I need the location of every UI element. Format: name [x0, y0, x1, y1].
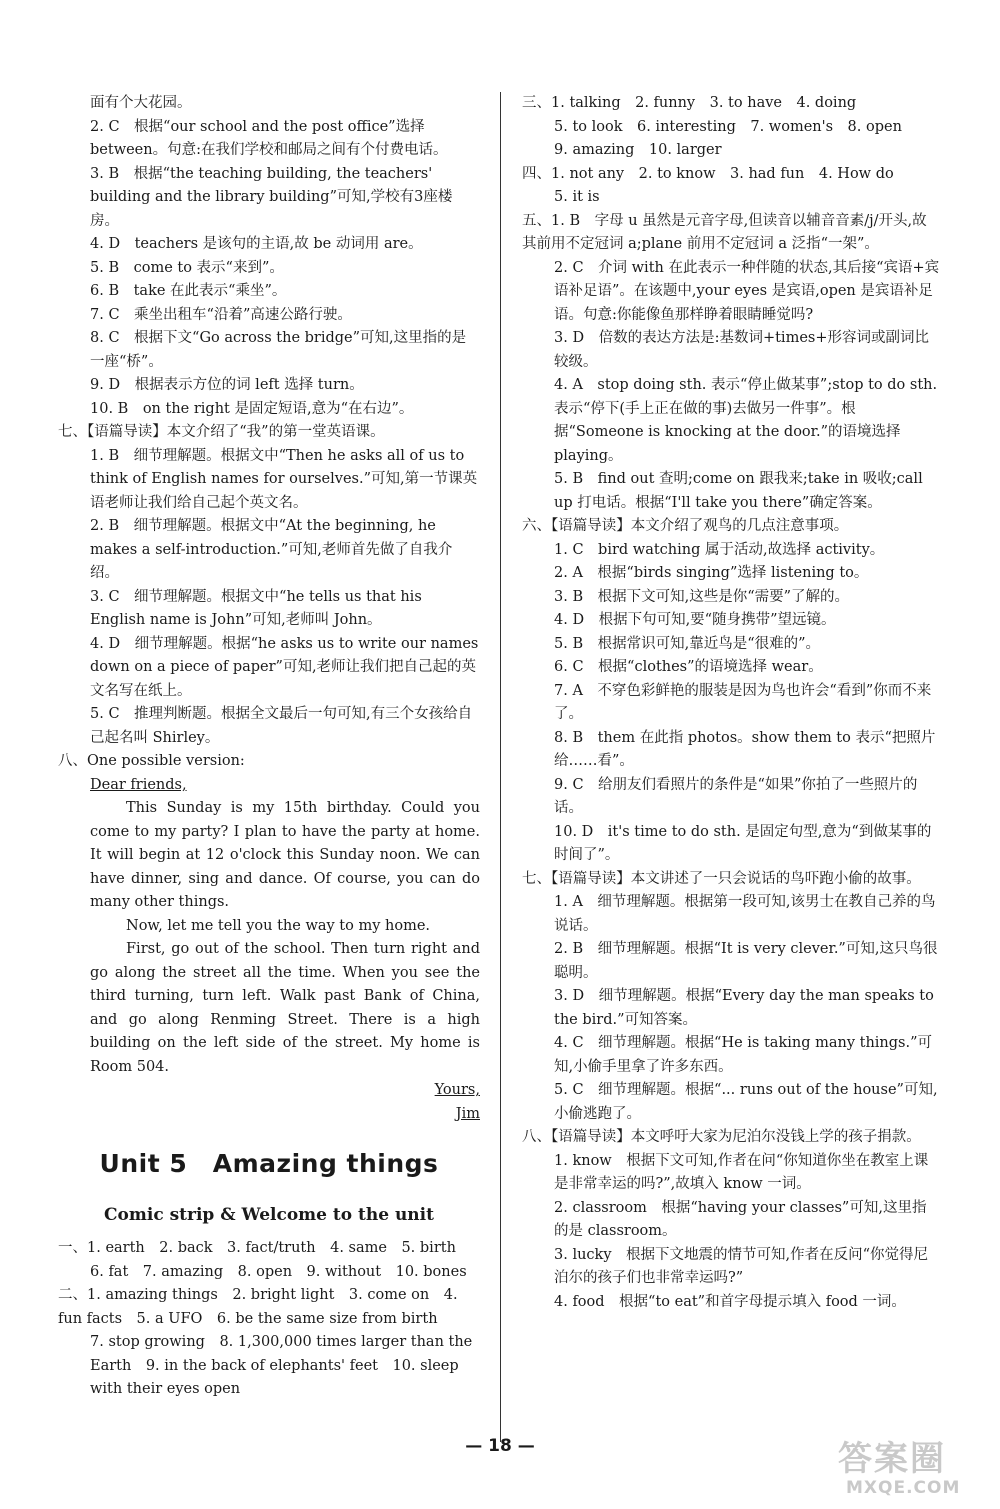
left-line: Jim	[455, 1105, 480, 1122]
right-line: 五、1. B 字母 u 虽然是元音字母,但读音以辅音音素/j/开头,故其前用不定冠词 a;plane 前用不定冠词 a 泛指“一架”。	[522, 212, 927, 252]
right-line: 1. A 细节理解题。根据第一段可知,该男士在教自己养的鸟说话。	[554, 894, 936, 934]
right-line: 2. classroom 根据“having your classes”可知,这里指的是 classroom。	[554, 1199, 927, 1239]
right-line: 4. D 根据下句可知,要“随身携带”望远镜。	[554, 612, 836, 628]
left_bottom-line: 6. fat 7. amazing 8. open 9. without 10. bones	[90, 1263, 467, 1280]
right-line: 5. B find out 查明;come on 跟我来;take in 吸收;call up 打电话。根据“I'll take you there”确定答案。	[554, 471, 923, 511]
right-line: 3. D 倍数的表达方法是:基数词+times+形容词或副词比较级。	[554, 330, 929, 370]
left-line: 七、【语篇导读】本文介绍了“我”的第一堂英语课。	[58, 424, 385, 440]
left-line: 1. B 细节理解题。根据文中“Then he asks all of us to think of English names for ourselves.”可知,第一节课英语老师让我们给自己起个英文名。	[90, 447, 478, 511]
right-line: 2. B 细节理解题。根据“It is very clever.”可知,这只鸟很聪明。	[554, 941, 938, 981]
left_bottom-line: 一、1. earth 2. back 3. fact/truth 4. same 5. birth	[58, 1240, 456, 1256]
right-line: 1. C bird watching 属于活动,故选择 activity。	[554, 541, 885, 558]
right-line: 8. B them 在此指 photos。show them to 表示“把照片给……看”。	[554, 729, 936, 769]
left-line: 八、One possible version:	[58, 753, 245, 769]
left-line: 10. B on the right 是固定短语,意为“在右边”。	[90, 400, 414, 417]
right-answer-list	[522, 92, 940, 1314]
right-line: 4. food 根据“to eat”和首字母提示填入 food 一词。	[554, 1293, 906, 1310]
right-line: 4. C 细节理解题。根据“He is taking many things.”可知,小偷手里拿了许多东西。	[554, 1035, 933, 1075]
left-line: First, go out of the school. Then turn right and go along the street all the time. When you see the third turning, turn left. Walk past Bank of China, and go along Renming Street. There is a high building on the left side of the street. My home is Room 504.	[90, 941, 480, 1075]
right-line: 三、1. talking 2. funny 3. to have 4. doing	[522, 95, 857, 111]
right-line: 2. A 根据“birds singing”选择 listening to。	[554, 565, 869, 581]
right-line: 9. C 给朋友们看照片的条件是“如果”你拍了一些照片的话。	[554, 776, 918, 816]
left-line: 面有个大花园。	[90, 95, 192, 111]
right-line: 6. C 根据“clothes”的语境选择 wear。	[554, 659, 823, 675]
right-line: 9. amazing 10. larger	[554, 142, 722, 158]
left_bottom-line: 7. stop growing 8. 1,300,000 times larger than the Earth 9. in the back of elephants' feet 10. sleep with their eyes open	[90, 1334, 473, 1397]
left-line: Dear friends,	[90, 776, 187, 793]
right-line: 六、【语篇导读】本文介绍了观鸟的几点注意事项。	[522, 518, 849, 534]
left-line: 7. C 乘坐出租车“沿着”高速公路行驶。	[90, 306, 352, 323]
watermark-url: MXQE.COM	[846, 1478, 961, 1498]
left-answer-list	[58, 92, 480, 1126]
left-line: 8. C 根据下文“Go across the bridge”可知,这里指的是一座“桥”。	[90, 330, 467, 370]
right-line: 3. lucky 根据下文地震的情节可知,作者在反问“你觉得尼泊尔的孩子们也非常幸运吗?”	[554, 1246, 929, 1286]
right-line: 5. B 根据常识可知,靠近鸟是“很难的”。	[554, 635, 821, 652]
right-line: 10. D it's time to do sth. 是固定句型,意为“到做某事的时间了”。	[554, 823, 932, 863]
column-divider	[500, 92, 501, 1442]
left_bottom-line: 二、1. amazing things 2. bright light 3. come on 4. fun facts 5. a UFO 6. be the same size from birth	[58, 1287, 458, 1327]
right-line: 3. D 细节理解题。根据“Every day the man speaks to the bird.”可知答案。	[554, 988, 934, 1028]
unit-subtitle: Comic strip & Welcome to the unit	[104, 1204, 434, 1225]
right-line: 3. B 根据下文可知,这些是你“需要”了解的。	[554, 588, 850, 605]
right-line: 5. to look 6. interesting 7. women's 8. open	[554, 118, 902, 135]
unit-title: Unit 5 Amazing things	[99, 1149, 439, 1178]
left-line: 3. B 根据“the teaching building, the teachers' building and the library building”可知,学校有3座楼房。	[90, 165, 453, 229]
left-line: 4. D 细节理解题。根据“he asks us to write our names down on a piece of paper”可知,老师让我们把自己起的英文名写在纸上。	[90, 635, 479, 699]
right-column	[522, 92, 940, 1314]
watermark-logo	[838, 1440, 988, 1502]
left-line: 4. D teachers 是该句的主语,故 be 动词用 are。	[90, 236, 423, 252]
right-line: 5. C 细节理解题。根据“... runs out of the house”可知,小偷逃跑了。	[554, 1082, 938, 1122]
left-bottom-answer-list	[58, 1237, 480, 1402]
left-line: 6. B take 在此表示“乘坐”。	[90, 283, 287, 299]
left-line: Now, let me tell you the way to my home.	[126, 917, 431, 934]
right-line: 四、1. not any 2. to know 3. had fun 4. How do	[522, 165, 894, 182]
left-column	[58, 92, 480, 1402]
right-line: 1. know 根据下文可知,作者在问“你知道你坐在教室上课是非常幸运的吗?”,故填入 know 一词。	[554, 1152, 929, 1192]
right-line: 七、【语篇导读】本文讲述了一只会说话的鸟吓跑小偷的故事。	[522, 870, 921, 887]
page-number: — 18 —	[465, 1436, 535, 1456]
left-line: 5. B come to 表示“来到”。	[90, 259, 284, 276]
watermark-text: 答案圈	[838, 1439, 946, 1479]
left-line: 5. C 推理判断题。根据全文最后一句可知,有三个女孩给自己起名叫 Shirley。	[90, 706, 473, 746]
right-line: 2. C 介词 with 在此表示一种伴随的状态,其后接“宾语+宾语补足语”。在该题中,your eyes 是宾语,open 是宾语补足语。句意:你能像鱼那样睁着眼睛睡觉吗?	[554, 259, 940, 323]
right-line: 4. A stop doing sth. 表示“停止做某事”;stop to do sth. 表示“停下(手上正在做的事)去做另一件事”。根据“Someone is knocking at the door.”的语境选择 playing。	[554, 377, 938, 464]
right-line: 7. A 不穿色彩鲜艳的服装是因为鸟也许会“看到”你而不来了。	[554, 682, 932, 722]
right-line: 八、【语篇导读】本文呼吁大家为尼泊尔没钱上学的孩子捐款。	[522, 1129, 921, 1145]
left-line: Yours,	[434, 1082, 480, 1098]
left-line: 2. C 根据“our school and the post office”选择 between。句意:在我们学校和邮局之间有个付费电话。	[90, 118, 448, 158]
right-line: 5. it is	[554, 189, 600, 205]
left-line: 9. D 根据表示方位的词 left 选择 turn。	[90, 377, 364, 393]
left-line: 3. C 细节理解题。根据文中“he tells us that his English name is John”可知,老师叫 John。	[90, 588, 422, 628]
left-line: This Sunday is my 15th birthday. Could you come to my party? I plan to have the party at home. It will begin at 12 o'clock this Sunday noon. We can have dinner, sing and dance. Of course, you can do many other things.	[90, 800, 480, 910]
left-line: 2. B 细节理解题。根据文中“At the beginning, he makes a self-introduction.”可知,老师首先做了自我介绍。	[90, 518, 453, 581]
